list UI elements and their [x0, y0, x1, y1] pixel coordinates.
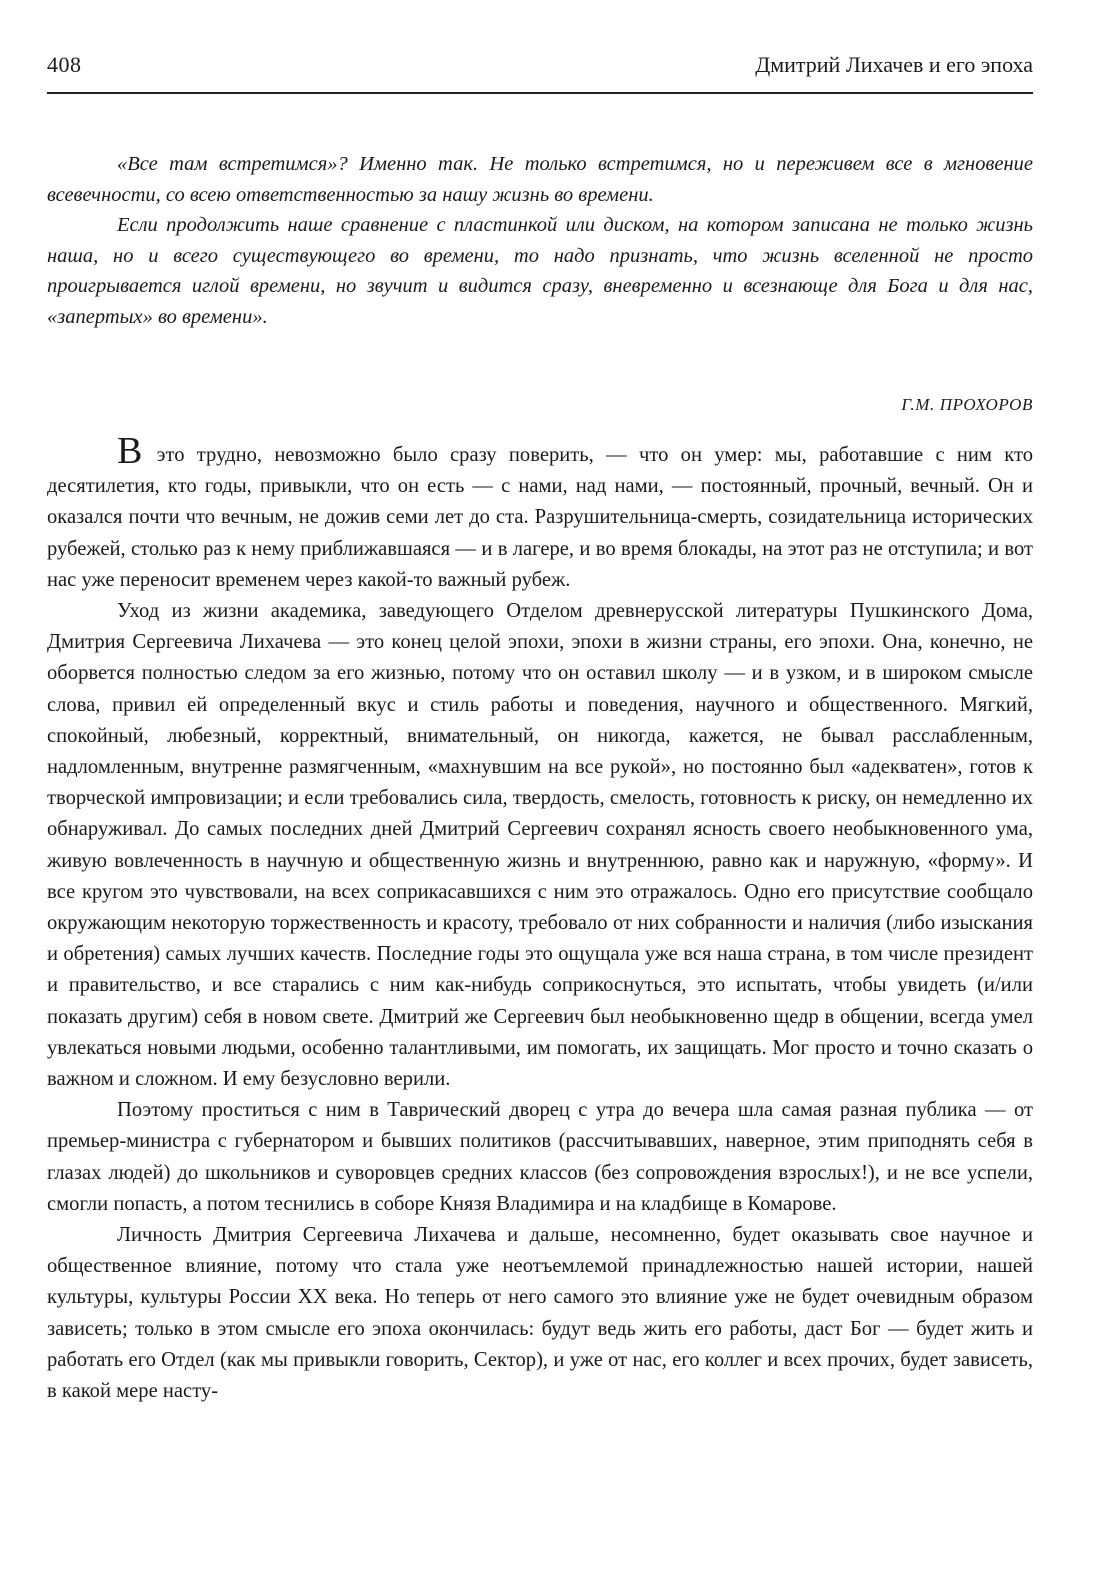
running-header [47, 48, 1033, 94]
first-paragraph-text: это трудно, невозможно было сразу поверить, — что он умер: мы, работавшие с ним кто десятилетия, кто годы, привыкли, что он есть — с нами, над нами, — постоянный, прочный, вечный. Он и оказался почти что вечным, не дожив семи лет до ста. Разрушительница-смерть, созидательница исторических рубежей, столько раз к нему приближавшаяся — и в лагере, и во время блокады, на этот раз не отступила; и вот нас уже переносит временем через какой-то важный рубеж. [47, 444, 1033, 591]
article-body [47, 430, 1033, 1407]
article-paragraph: Поэтому проститься с ним в Таврический дворец с утра до вечера шла самая разная публика — от премьер-министра с губернатором и бывших политиков (рассчитывавших, наверное, этим приподнять себя в глазах людей) до школьников и суворовцев средних классов (без сопровождения взрослых!), и не все успели, смогли попасть, а потом теснились в соборе Князя Владимира и на кладбище в Комарове. [47, 1099, 1033, 1215]
epigraph-paragraph: «Все там встретимся»? Именно так. Не только встретимся, но и переживем все в мгновение всевечности, со всею ответственностью за нашу жизнь во времени. [47, 153, 1033, 206]
drop-cap: В [117, 430, 143, 472]
epigraph-paragraph: Если продолжить наше сравнение с пластинкой или диском, на котором записана не только жизнь наша, но и всего существующего во времени, то надо признать, что жизнь вселенной не просто проигрывается иглой времени, но звучит и видится сразу, вневременно и всезнающе для Бога и для нас, «запертых» во времени». [47, 214, 1033, 328]
article-paragraph: Уход из жизни академика, заведующего Отделом древнерусской литературы Пушкинского Дома, Дмитрия Сергеевича Лихачева — это конец целой эпохи, эпохи в жизни страны, его эпохи. Она, конечно, не оборвется полностью следом за его жизнью, потому что он оставил школу — и в узком, и в широком смысле слова, привил ей определенный вкус и стиль работы и поведения, научного и общественного. Мягкий, спокойный, любезный, корректный, внимательный, он никогда, кажется, не бывал расслабленным, надломленным, внутренне размягченным, «махнувшим на все рукой», но постоянно был «адекватен», готов к творческой импровизации; и если требовались сила, твердость, смелость, готовность к риску, он немедленно их обнаруживал. До самых последних дней Дмитрий Сергеевич сохранял ясность своего необыкновенного ума, живую вовлеченность в научную и общественную жизнь и внутреннюю, равно как и наружную, «форму». И все кругом это чувствовали, на всех соприкасавшихся с ним это отражалось. Одно его присутствие сообщало окружающим некоторую торжественность и красоту, требовало от них собранности и наличия (либо изыскания и обретения) самых лучших качеств. Последние годы это ощущала уже вся наша страна, в том числе президент и правительство, и все старались с ним как-нибудь соприкоснуться, это испытать, чтобы увидеть (и/или показать другим) себя в новом свете. Дмитрий же Сергеевич был необыкновенно щедр в общении, всегда умел увлекаться новыми людьми, особенно талантливыми, им помогать, их защищать. Мог просто и точно сказать о важном и сложном. И ему безусловно верили. [47, 600, 1033, 1091]
epigraph-quote [47, 149, 1033, 332]
article-paragraph [47, 430, 1033, 596]
running-title: Дмитрий Лихачев и его эпоха [755, 52, 1033, 77]
article-paragraph: Личность Дмитрия Сергеевича Лихачева и дальше, несомненно, будет оказывать свое научное и общественное влияние, потому что стала уже неотъемлемой принадлежностью нашей истории, нашей культуры, культуры России XX века. Но теперь от него самого это влияние уже не будет очевидным образом зависеть; только в этом смысле его эпоха окончилась: будут ведь жить его работы, даст Бог — будет жить и работать его Отдел (как мы привыкли говорить, Сектор), и уже от нас, его коллег и всех прочих, будет зависеть, в какой мере насту- [47, 1224, 1033, 1403]
article-author: Г.М. ПРОХОРОВ [901, 395, 1033, 414]
page-number: 408 [47, 52, 82, 77]
